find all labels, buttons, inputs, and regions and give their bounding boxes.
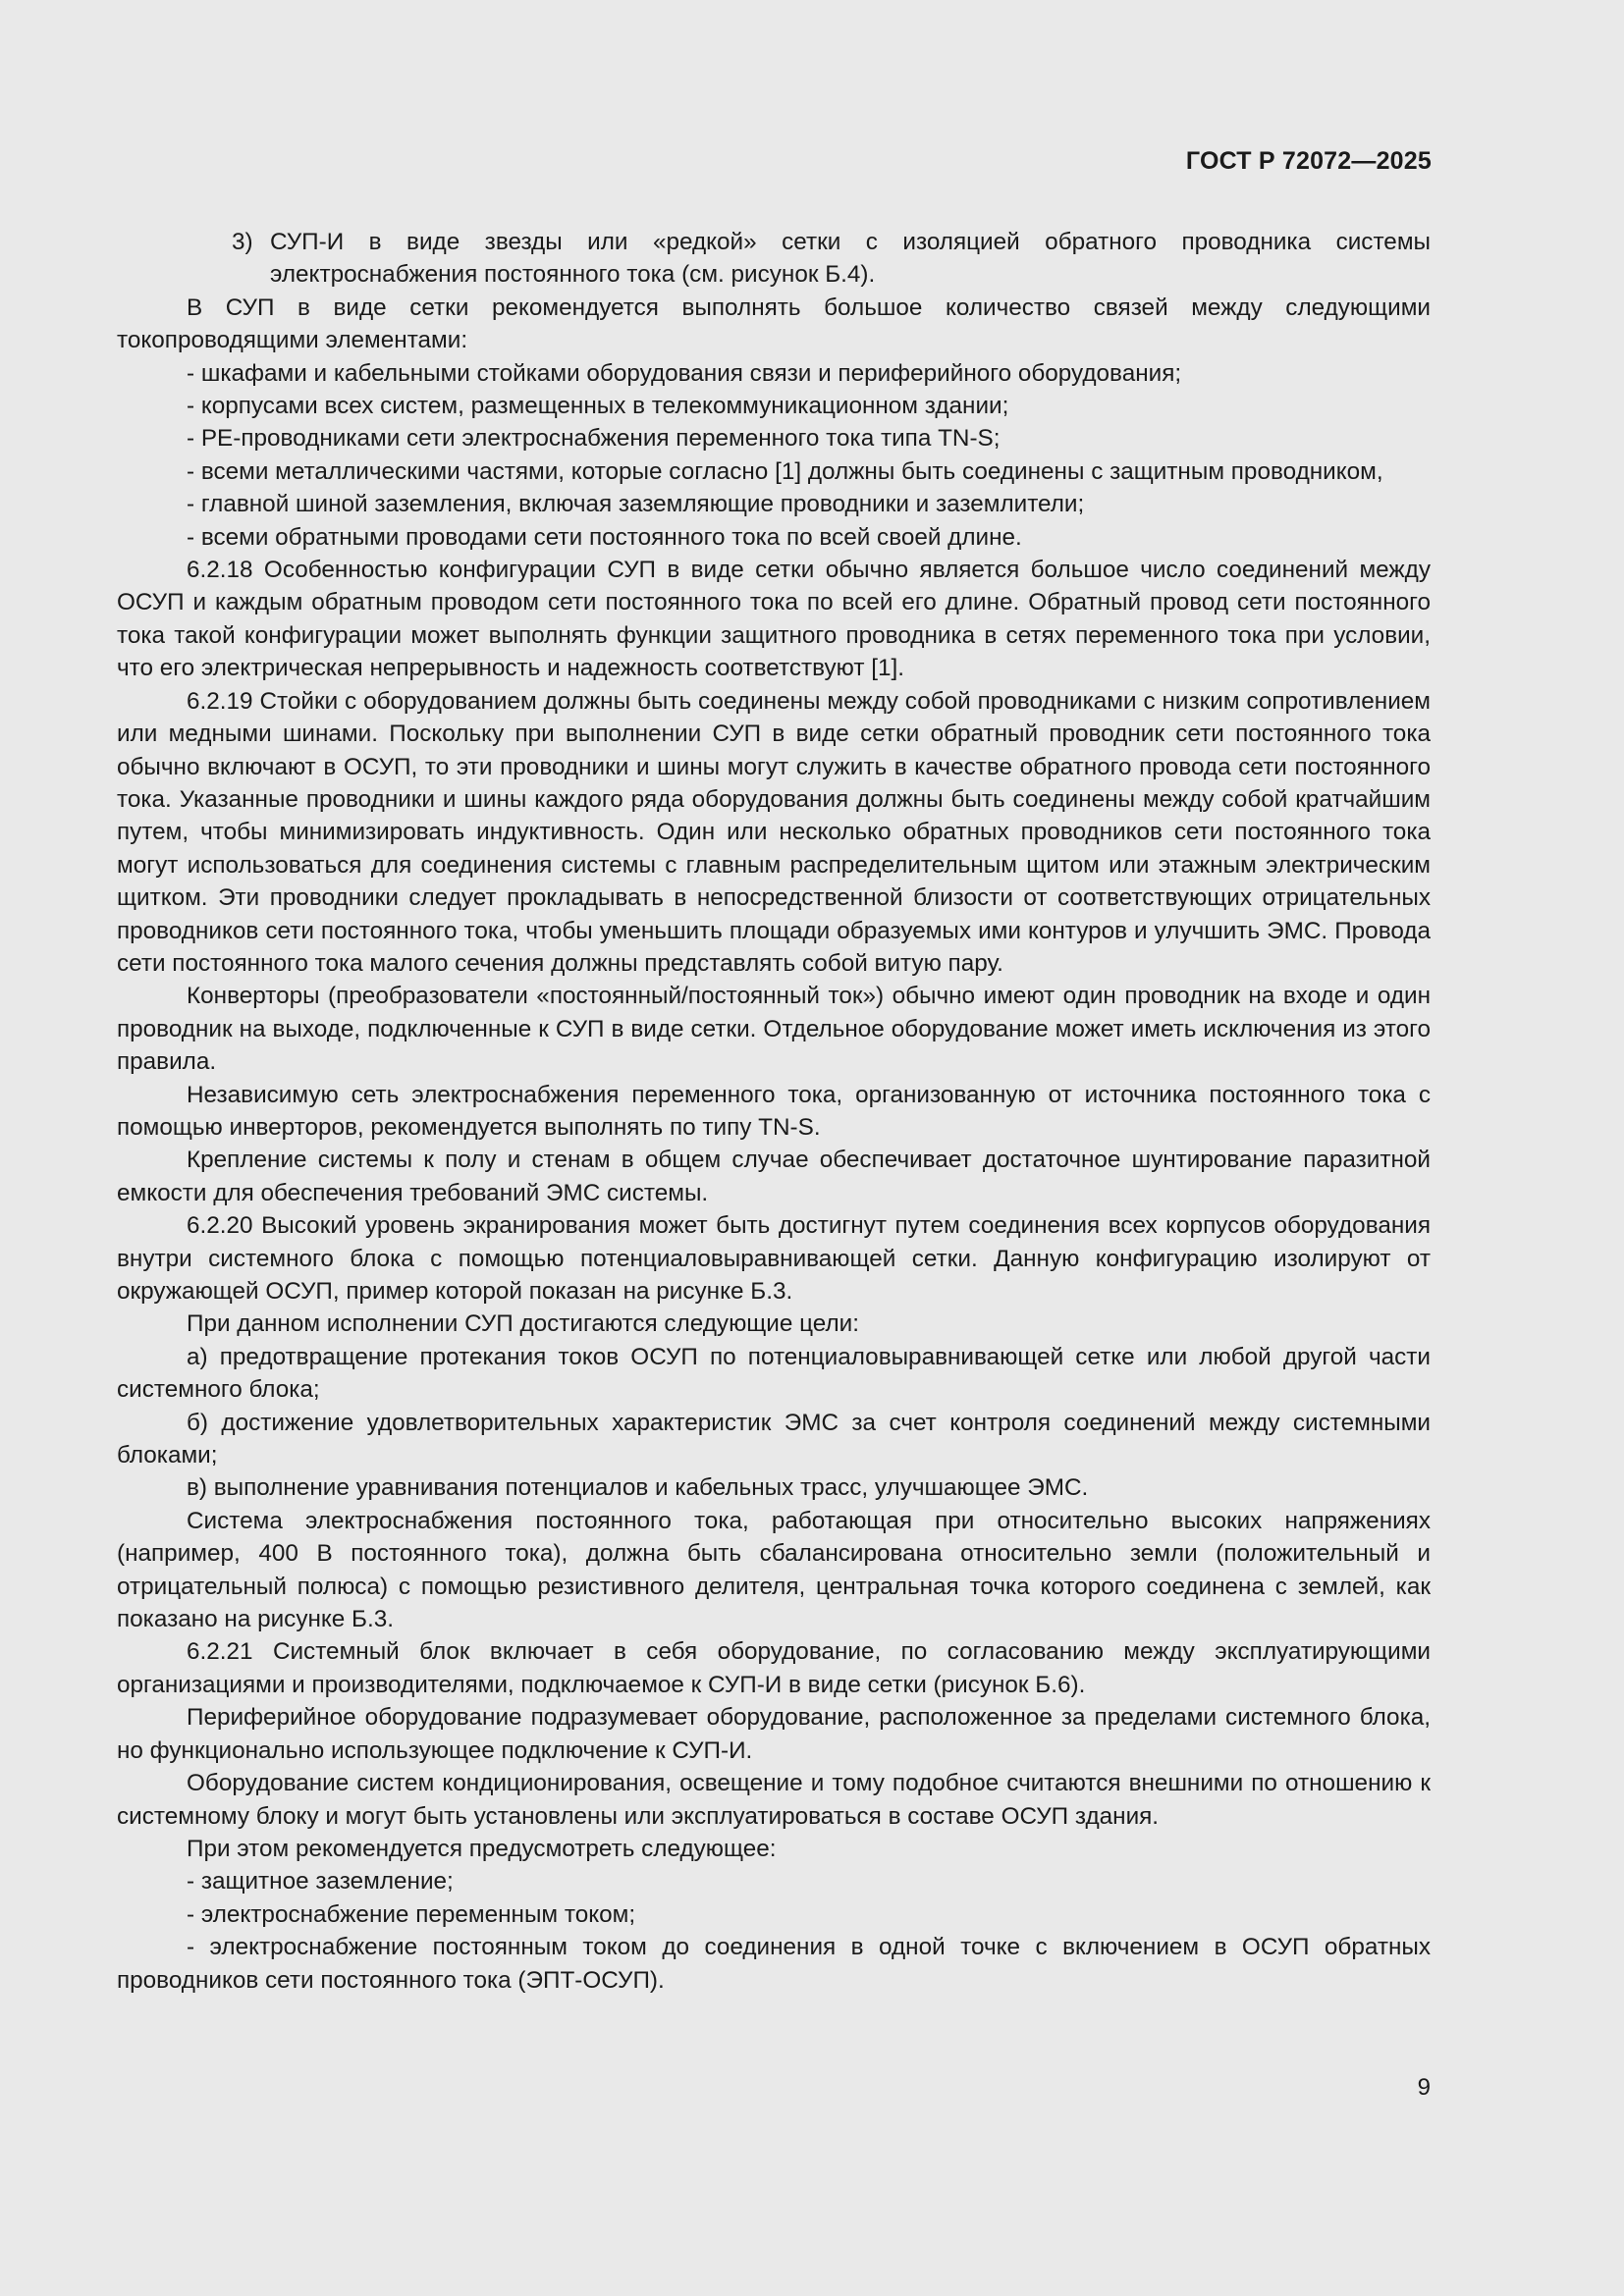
list-item-protective-earthing: - защитное заземление; — [187, 1868, 454, 1896]
goal-item-v: в) выполнение уравнивания потенциалов и кабельных трасс, улучшающее ЭМС. — [187, 1474, 1089, 1502]
clause-6-2-20: 6.2.20 Высокий уровень экранирования может быть достигнут путем соединения всех корпусов оборудования внутри системного блока с помощью потенциаловыравнивающей сетки. Данную конфигурацию изолируют от окружающей ОСУП, пример которой показан на рисунке Б.3. — [117, 1212, 1431, 1305]
list-item-text: СУП-И в виде звезды или «редкой» сетки с изоляцией обратного проводника системы электроснабжения постоянного тока (см. рисунок Б.4). — [270, 229, 1431, 289]
list-item-main-earth-bar: - главной шиной заземления, включая заземляющие проводники и заземлители; — [187, 491, 1085, 518]
paragraph-dc-system-balance: Система электроснабжения постоянного тока, работающая при относительно высоких напряжениях (например, 400 В постоянного тока), должна быть сбалансирована относительно земли (положительный и отрицательный полюса) с помощью резистивного делителя, центральная точка которого соединена с землей, как показано на рисунке Б.3. — [117, 1507, 1431, 1633]
list-item-return-wires: - всеми обратными проводами сети постоянного тока по всей своей длине. — [187, 523, 1022, 551]
paragraph-independent-network: Независимую сеть электроснабжения переменного тока, организованную от источника постоянного тока с помощью инверторов, рекомендуется выполнять по типу TN-S. — [117, 1081, 1431, 1141]
paragraph-goals-intro: При данном исполнении СУП достигаются следующие цели: — [187, 1310, 859, 1338]
numbered-list-item — [117, 226, 1431, 292]
document-code-header: ГОСТ Р 72072—2025 — [1185, 147, 1432, 175]
paragraph-recommendations-intro: При этом рекомендуется предусмотреть следующее: — [187, 1835, 777, 1862]
list-item-number: 3) — [232, 229, 253, 255]
paragraph-intro-connections: В СУП в виде сетки рекомендуется выполнять большое количество связей между следующими токопроводящими элементами: — [117, 294, 1431, 354]
clause-6-2-21: 6.2.21 Системный блок включает в себя оборудование, по согласованию между эксплуатирующими организациями и производителями, подключаемое к СУП-И в виде сетки (рисунок Б.6). — [117, 1638, 1431, 1698]
goal-item-a: а) предотвращение протекания токов ОСУП по потенциаловыравнивающей сетке или любой другой части системного блока; — [117, 1343, 1431, 1404]
list-item-dc-supply: - электроснабжение постоянным током до соединения в одной точке с включением в ОСУП обратных проводников сети постоянного тока (ЭПТ-ОСУП). — [117, 1934, 1431, 1994]
clause-6-2-19: 6.2.19 Стойки с оборудованием должны быть соединены между собой проводниками с низким сопротивлением или медными шинами. Поскольку при выполнении СУП в виде сетки обратный проводник сети постоянного тока обычно включают в ОСУП, то эти проводники и шины могут служить в качестве обратного провода сети постоянного тока. Указанные проводники и шины каждого ряда оборудования должны быть соединены между собой кратчайшим путем, чтобы минимизировать индуктивность. Один или несколько обратных проводников сети постоянного тока могут использоваться для соединения системы с главным распределительным щитом или этажным электрическим щитком. Эти проводники следует прокладывать в непосредственной близости от соответствующих отрицательных проводников сети постоянного тока, чтобы уменьшить площади образуемых ими контуров и улучшить ЭМС. Провода сети постоянного тока малого сечения должны представлять собой витую пару. — [117, 687, 1431, 977]
paragraph-converters: Конверторы (преобразователи «постоянный/постоянный ток») обычно имеют один проводник на входе и один проводник на выходе, подключенные к СУП в виде сетки. Отдельное оборудование может иметь исключения из этого правила. — [117, 983, 1431, 1076]
list-item-pe-conductors: - PE-проводниками сети электроснабжения переменного тока типа TN-S; — [187, 425, 1001, 453]
list-item-ac-supply: - электроснабжение переменным током; — [187, 1900, 636, 1928]
list-item-housings: - корпусами всех систем, размещенных в телекоммуникационном здании; — [187, 393, 1009, 420]
list-item-cabinets: - шкафами и кабельными стойками оборудования связи и периферийного оборудования; — [187, 359, 1182, 387]
goal-item-b: б) достижение удовлетворительных характеристик ЭМС за счет контроля соединений между системными блоками; — [117, 1409, 1431, 1469]
clause-6-2-18: 6.2.18 Особенностью конфигурации СУП в виде сетки обычно является большое число соединений между ОСУП и каждым обратным проводом сети постоянного тока по всей его длине. Обратный провод сети постоянного тока такой конфигурации может выполнять функции защитного проводника в сетях переменного тока при условии, что его электрическая непрерывность и надежность соответствуют [1]. — [117, 557, 1431, 682]
list-item-metal-parts: - всеми металлическими частями, которые согласно [1] должны быть соединены с защитным проводником, — [187, 457, 1383, 485]
paragraph-peripheral-equipment: Периферийное оборудование подразумевает оборудование, расположенное за пределами системного блока, но функционально использующее подключение к СУП-И. — [117, 1704, 1431, 1764]
page-number: 9 — [1417, 2074, 1431, 2101]
paragraph-mounting: Крепление системы к полу и стенам в общем случае обеспечивает достаточное шунтирование паразитной емкости для обеспечения требований ЭМС системы. — [117, 1147, 1431, 1206]
document-body — [117, 226, 1431, 1997]
paragraph-external-equipment: Оборудование систем кондиционирования, освещение и тому подобное считаются внешними по отношению к системному блоку и могут быть установлены или эксплуатироваться в составе ОСУП здания. — [117, 1770, 1431, 1830]
